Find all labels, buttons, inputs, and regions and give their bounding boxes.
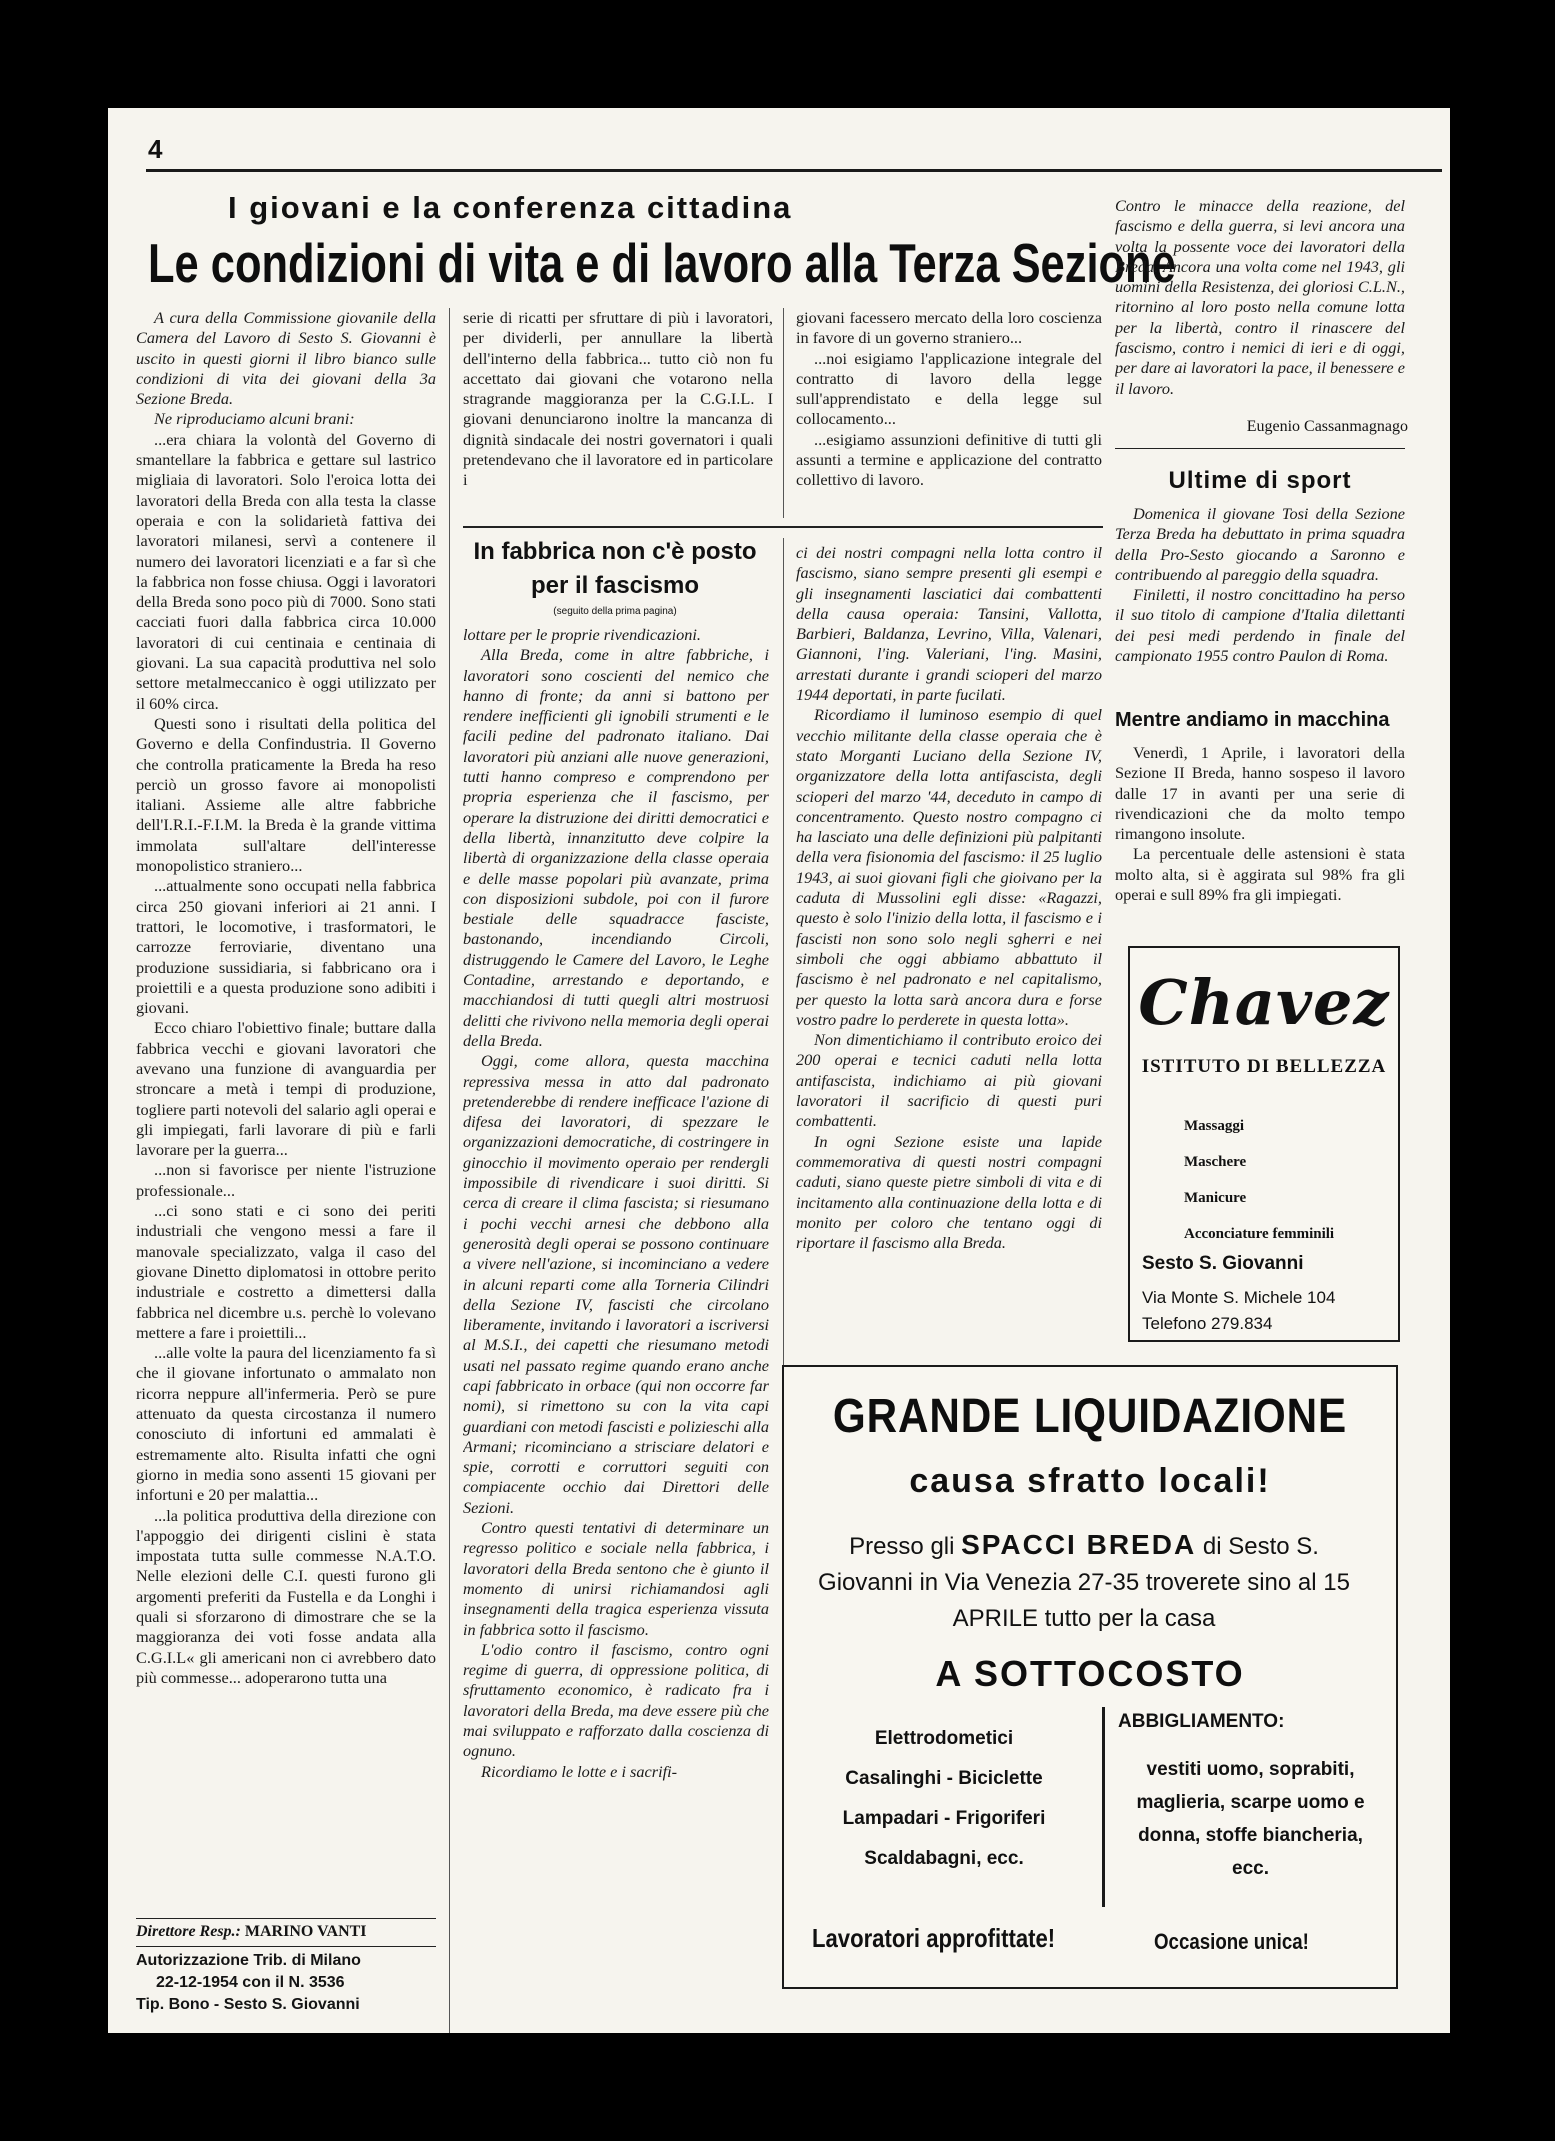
main-paragraph: Ne riproduciamo alcuni brani: <box>154 409 355 429</box>
chavez-ad <box>1128 946 1400 1342</box>
sale-footer-right: Occasione unica! <box>1154 1929 1309 1954</box>
main-paragraph: ...esigiamo assunzioni definitive di tutti gli assunti a termine e applicazione del contratto collettivo di lavoro. <box>796 429 1102 490</box>
chavez-city: Sesto S. Giovanni <box>1142 1253 1304 1274</box>
sale-footer-left: Lavoratori approfittate! <box>812 1923 1056 1953</box>
sale-price-line: A SOTTOCOSTO <box>935 1653 1245 1694</box>
chavez-subtitle: ISTITUTO DI BELLEZZA <box>1141 1056 1387 1077</box>
sale-item: Lampadari - Frigoriferi <box>842 1808 1046 1829</box>
fascism-article-col-b <box>796 543 1102 1488</box>
section-divider <box>463 526 1103 528</box>
sale-body-pre: Presso gli <box>849 1533 955 1560</box>
main-paragraph: ...la politica produttiva della direzione con l'appoggio dei dirigenti cislini è stata impostata tutta sulle commesse N.A.T.O. Nelle elezioni delle C.I. questi furono gli argomenti preferiti da Fustella e da Longhi i quali si sforzarono di dimostrare che se la maggioranza dei voti fosse andata alla C.G.I.L« gli americani non ci avrebbero dato più commesse... adoperarono tutta una <box>136 1505 436 1687</box>
press-news <box>1115 743 1405 933</box>
sport-title: Ultime di sport <box>1168 467 1352 494</box>
fascism-paragraph: Alla Breda, come in altre fabbriche, i lavoratori sono coscienti del nemico che hanno di fronte; da anni si battono per rendere inefficienti gli ignobili strumenti e le facili pedine del padronato italiano. Dai lavoratori più anziani alle nuove generazioni, tutti hanno compreso e comprendono per propria esperienza che il fascismo, per operare la distruzione dei diritti democratici e della libertà, innanzitutto deve colpire la libertà di organizzazione della classe operaia e delle masse popolari più avanzate, prima con disposizioni subdole, poi con il furore bestiale delle squadracce fasciste, bastonando, incendiando Circoli, distruggendo le Camere del Lavoro, le Leghe Contadine, arrestando e deportando, e macchiandosi di tutti quegli altri mostruosi delitti che rivivono nella memoria degli operai della Breda. <box>463 645 769 1050</box>
chavez-service: Maschere <box>1184 1154 1247 1170</box>
sale-item: Casalinghi - Biciclette <box>845 1768 1043 1789</box>
column-rule <box>449 308 450 2033</box>
main-article-col3 <box>796 308 1102 518</box>
director-label: Direttore Resp.: <box>136 1923 241 1940</box>
chavez-address: Via Monte S. Michele 104 <box>1142 1288 1336 1307</box>
main-paragraph: ...alle volte la paura del licenziamento fa sì che il giovane infortunato o ammalato non ricorra neppure all'infermeria. Però se pure attenuato da questa circostanza il numero conosciuto di infortuni ed ammalati è estremamente alto. Risulta infatti che ogni giorno in media sono assenti 15 giovani per infortuni e 20 per malattia... <box>136 1343 436 1505</box>
authorization-date: 22-12-1954 con il N. 3536 <box>156 1974 345 1991</box>
press-news-title: Mentre andiamo in macchina <box>1115 709 1390 731</box>
fascism-paragraph: Ricordiamo le lotte e i sacrifi- <box>481 1761 678 1781</box>
sidebar-quote <box>1115 196 1405 442</box>
fascism-article-col-a <box>463 625 769 2033</box>
column-rule <box>783 538 784 1488</box>
headline: Le condizioni di vita e di lavoro alla Terza Sezione <box>148 232 1176 294</box>
fascism-paragraph: Oggi, come allora, questa macchina repressiva messa in atto dal padronato pretenderebbe di rendere inefficace l'azione di difesa dei lavoratori, di spezzare le organizzazioni democratiche, di costringere in ginocchio il movimento operaio per rendergli impossibile di rivendicare i suoi diritti. Si cerca di creare il clima fascista; si riesumano i pochi vecchi arnesi che debbono alla generosità degli operai se possono continuare a vivere nell'azione, si incominciano a vedere in alcuni reparti come alla Torneria Cilindri della Sezione IV, fascisti che circolano liberamente, invitando i lavoratori a iscriversi al M.S.I., dei capetti che riesumano metodi usati nel passato regime quando erano anche capi fabbricato in orbace (qui non occorre far nomi), si rimettono su con la vita capi guardiani con metodi fascisti e polizieschi alla Armani; ricominciano a strisciare delatori e spie, corrotti e corruttori seguiti con compiacente occhio dai Direttori delle Sezioni. <box>463 1051 769 1517</box>
director-line <box>136 1923 446 1941</box>
quote-text: Contro le minacce della reazione, del fascismo e della guerra, si levi ancora una volta la possente voce dei lavoratori della Breda. Ancora una volta come nel 1943, gli uomini della Resistenza, dei gloriosi C.L.N., ritornino al loro posto nella comune lotta per la libertà, contro il rinascere del fascismo, contro i nemici di ieri e di oggi, per dare ai lavoratori la pace, il benessere e il lavoro. <box>1115 196 1405 398</box>
sale-subtitle: causa sfratto locali! <box>909 1462 1271 1500</box>
sale-items-left <box>794 1719 1094 1879</box>
sale-body <box>814 1527 1354 1637</box>
fascism-paragraph: L'odio contro il fascismo, contro ogni regime di guerra, di oppressione politica, di sfruttamento economico, è radicato fra i lavoratori della Breda, ma deve essere più che mai sviluppato e rafforzato dalla coscienza di ognuno. <box>463 1639 769 1761</box>
main-paragraph: ...ci sono stati e ci sono dei periti industriali che vengono messi a fare il manovale specializzato, valga il caso del giovane Dinetto diplomatosi in ottobre perito industriale e costretto a dimettersi dalla fabbrica nel dicembre u.s. perchè lo volevano mettere a fare i proiettili... <box>136 1201 436 1342</box>
chavez-service: Manicure <box>1184 1190 1247 1206</box>
column-rule <box>783 308 784 518</box>
sale-divider <box>1102 1707 1105 1907</box>
main-paragraph: Ecco chiaro l'obiettivo finale; buttare dalla fabbrica vecchi e giovani lavoratori che avevano una funzione di avanguardia per stroncare a metà i tempi di produzione, togliere parti notevoli del salario agli operai e gli impiegati, farli lavorare di più e farli lavorare per la guerra... <box>136 1018 436 1160</box>
main-paragraph: ...noi esigiamo l'applicazione integrale del contratto di lavoro della legge sull'apprendistato e della legge sul collocamento... <box>796 348 1102 429</box>
fascism-paragraph: Ricordiamo il luminoso esempio di quel vecchio militante della classe operaia che è stato Morganti Luciano della Sezione IV, organizzatore della lotta antifascista, degli scioperi del marzo '44, deceduto in campo di concentramento. Questo nostro compagno ci ha lasciato una delle definizioni più palpitanti della vera fisionomia del fascismo: il 25 luglio 1943, ai suoi giovani figli che gioivano per la caduta di Mussolini egli disse: «Ragazzi, questo è solo l'inizio della lotta, il fascismo e i fascisti non sono solo negli sgherri e nei simboli che oggi abbiamo abbattuto il fascismo è nel padronato e nel capitalismo, per questo la lotta sarà ancora dura e forse vostro padre lo perderete in questa lotta». <box>796 705 1102 1029</box>
main-paragraph: ...non si favorisce per niente l'istruzione professionale... <box>136 1160 436 1200</box>
footer-rule <box>136 1946 436 1947</box>
sale-item: Scaldabagni, ecc. <box>864 1848 1024 1869</box>
main-paragraph: serie di ricatti per sfruttare di più i lavoratori, per dividerli, per annullare la libertà dell'interno della fabbrica... tutto ciò non fu accettato dai giovani che votarono nella stragrande maggioranza per la C.G.I.L. I giovani denunciarono inoltre la mancanza di dignità sindacale dei nostri governatori i quali pretendevano che il lavoratore ed in particolare i <box>463 308 773 490</box>
footer-rule <box>136 1918 436 1919</box>
main-paragraph: giovani facessero mercato della loro coscienza in favore di un governo straniero... <box>796 308 1102 348</box>
fascism-paragraph: Contro questi tentativi di determinare un regresso politico e sociale nella fabbrica, i lavoratori della Breda sentono che è giunto il momento di unirsi richiamandosi agli insegnamenti della tragica esperienza vissuta in fabbrica sotto il fascismo. <box>463 1518 769 1639</box>
fascism-title-line1: In fabbrica non c'è posto <box>473 538 757 565</box>
sale-item: Elettrodometici <box>874 1728 1014 1749</box>
chavez-brand: Chavez <box>1138 966 1390 1039</box>
main-article-col2 <box>463 308 773 518</box>
main-paragraph: ...era chiara la volontà del Governo di smantellare la fabbrica e gettare sul lastrico migliaia di lavoratori. Solo l'eroica lotta dei lavoratori della Breda con alla testa la classe operaia e con la solidarietà fattiva dei lavoratori milanesi, servì a contenere il numero dei lavoratori licenziati e a far sì che la fabbrica non fosse chiusa. Oggi i lavoratori della Breda sono poco più di 7000. Sono stati cacciati fuori dalla fabbrica circa 10.000 lavoratori di cui centinaia e centinaia di giovani. La sua capacità produttiva nel solo settore metalmeccanico è oggi utilizzato per il 60% circa. <box>136 429 436 713</box>
press-item: Venerdì, 1 Aprile, i lavoratori della Sezione II Breda, hanno sospeso il lavoro dalle 17 in avanti per una serie di rivendicazioni che da molto tempo rimangono insolute. <box>1115 743 1405 844</box>
continued-note: (seguito della prima pagina) <box>553 606 677 617</box>
chavez-phone: Telefono 279.834 <box>1142 1314 1273 1333</box>
clothing-title: ABBIGLIAMENTO: <box>1118 1711 1285 1732</box>
fascism-paragraph: lottare per le proprie rivendicazioni. <box>463 625 702 644</box>
sport-item: Domenica il giovane Tosi della Sezione Terza Breda ha debuttato in prima squadra della Pro-Sesto giocando a Saronno e contribuendo al pareggio della squadra. <box>1115 504 1405 584</box>
printer: Tip. Bono - Sesto S. Giovanni <box>136 1996 360 2013</box>
spacci-breda-brand: SPACCI BREDA <box>961 1529 1197 1560</box>
sale-title: GRANDE LIQUIDAZIONE <box>832 1390 1348 1443</box>
page-number: 4 <box>148 134 163 164</box>
fascism-paragraph: In ogni Sezione esiste una lapide commemorativa di questi nostri compagni caduti, siano queste pietre simboli di vita e di incitamento alla continuazione della lotta e di monito per coloro che tentano oggi di riportare il fascismo alla Breda. <box>796 1131 1102 1253</box>
sale-body-post: di Sesto S. Giovanni in Via Venezia 27-35 troverete sino al 15 APRILE tutto per la casa <box>818 1533 1350 1632</box>
quote-author: Eugenio Cassanmagnago <box>1246 418 1408 435</box>
fascism-paragraph: Non dimentichiamo il contributo eroico dei 200 operai e tecnici caduti nella lotta antifascista, indichiamo ai più giovani lavoratori il sacrificio di questi puri combattenti. <box>796 1030 1102 1131</box>
main-paragraph: Questi sono i risultati della politica del Governo e della Confindustria. Il Governo che controlla praticamente la Breda ha reso perciò un grosso favore ai monopolisti italiani. Assieme alle altre fabbriche dell'I.R.I.-F.I.M. la Breda è la grande vittima immolata sull'altare dell'interesse monopolistico straniero... <box>136 713 436 876</box>
main-article-col1 <box>136 308 436 1914</box>
newspaper-page <box>108 108 1450 2033</box>
sport-item: Finiletti, il nostro concittadino ha perso il suo titolo di campione d'Italia dilettanti dei pesi medi perdendo in finale del campionato 1955 contro Paulon di Roma. <box>1115 585 1405 666</box>
press-item: La percentuale delle astensioni è stata molto alta, si è aggirata sul 98% fra gli operai e sull 89% fra gli impiegati. <box>1115 844 1405 905</box>
fascism-title-line2: per il fascismo <box>530 572 700 599</box>
sport-news <box>1115 504 1405 704</box>
main-paragraph: ...attualmente sono occupati nella fabbrica circa 250 giovani inferiori ai 21 anni. I trattori, le locomotive, i trasformatori, le carrozze ferroviarie, diventano una produzione sussidiaria, si fabbricano ora i proiettili e a questa produzione sono adibiti i giovani. <box>136 876 436 1018</box>
authorization: Autorizzazione Trib. di Milano <box>136 1952 361 1969</box>
chavez-service: Acconciature femminili <box>1184 1226 1335 1242</box>
fascism-paragraph: ci dei nostri compagni nella lotta contro il fascismo, siano sempre presenti gli esempi e gli insegnamenti lasciatici dai combattenti della causa operaia: Tansini, Vallotta, Barbieri, Baldanza, Levrino, Villa, Valenari, Giannoni, l'ing. Valeriani, l'ing. Masini, arrestati durante i grandi scioperi del marzo 1944 deportati, in parte fucilati. <box>796 543 1102 705</box>
director-name: MARINO VANTI <box>244 1923 367 1940</box>
kicker: I giovani e la conferenza cittadina <box>228 190 793 225</box>
sale-ad <box>782 1365 1398 1989</box>
clothing-text: vestiti uomo, soprabiti, maglieria, scarpe uomo e donna, stoffe biancheria, ecc. <box>1136 1759 1365 1879</box>
main-paragraph: A cura della Commissione giovanile della Camera del Lavoro di Sesto S. Giovanni è uscito in questi giorni il libro bianco sulle condizioni di vita dei giovani della 3a Sezione Breda. <box>136 308 436 409</box>
chavez-service: Massaggi <box>1184 1118 1244 1134</box>
section-divider <box>1115 448 1405 449</box>
top-rule <box>146 169 1442 172</box>
chavez-services <box>1184 1108 1394 1252</box>
